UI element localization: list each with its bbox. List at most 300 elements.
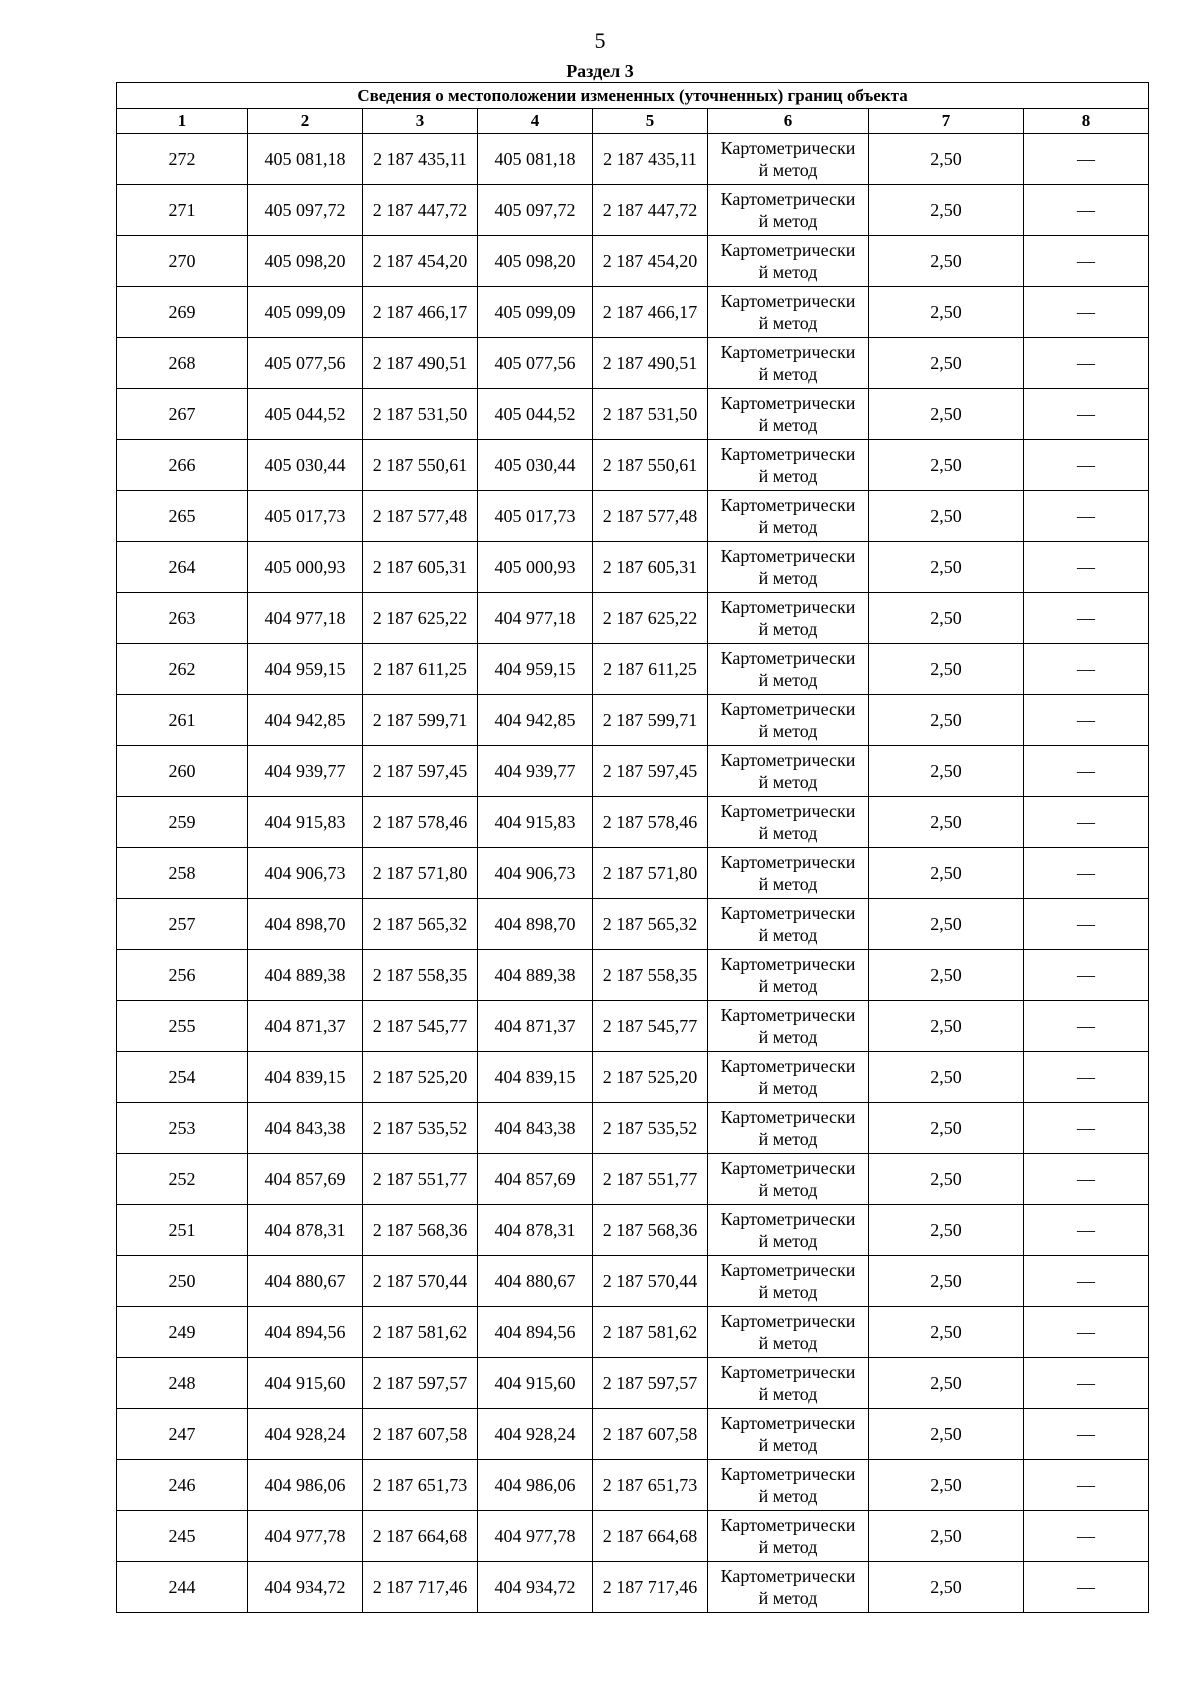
x-coordinate: 404 928,24 xyxy=(248,1409,363,1460)
y-coordinate: 2 187 447,72 xyxy=(363,185,478,236)
note: — xyxy=(1024,644,1149,695)
method-line-2: й метод xyxy=(758,466,818,486)
x-coordinate-new: 404 939,77 xyxy=(478,746,593,797)
note: — xyxy=(1024,1409,1149,1460)
method-cell xyxy=(708,440,869,491)
x-coordinate: 404 880,67 xyxy=(248,1256,363,1307)
accuracy: 2,50 xyxy=(869,389,1024,440)
y-coordinate-new: 2 187 551,77 xyxy=(593,1154,708,1205)
y-coordinate: 2 187 577,48 xyxy=(363,491,478,542)
x-coordinate: 404 906,73 xyxy=(248,848,363,899)
point-number: 272 xyxy=(117,134,248,185)
method-cell xyxy=(708,287,869,338)
column-number: 4 xyxy=(478,109,593,134)
method-line-1: Картометрически xyxy=(720,750,856,770)
table-row xyxy=(117,134,1149,185)
method-cell xyxy=(708,1103,869,1154)
method-line-2: й метод xyxy=(758,1282,818,1302)
note: — xyxy=(1024,899,1149,950)
column-number: 7 xyxy=(869,109,1024,134)
method-line-1: Картометрически xyxy=(720,1260,856,1280)
method-line-2: й метод xyxy=(758,976,818,996)
x-coordinate-new: 404 915,60 xyxy=(478,1358,593,1409)
method-cell xyxy=(708,593,869,644)
method-line-2: й метод xyxy=(758,415,818,435)
x-coordinate: 405 098,20 xyxy=(248,236,363,287)
method-line-1: Картометрически xyxy=(720,597,856,617)
x-coordinate: 404 889,38 xyxy=(248,950,363,1001)
note: — xyxy=(1024,287,1149,338)
table-row xyxy=(117,644,1149,695)
x-coordinate-new: 404 986,06 xyxy=(478,1460,593,1511)
point-number: 258 xyxy=(117,848,248,899)
y-coordinate-new: 2 187 597,45 xyxy=(593,746,708,797)
y-coordinate-new: 2 187 578,46 xyxy=(593,797,708,848)
y-coordinate-new: 2 187 571,80 xyxy=(593,848,708,899)
y-coordinate-new: 2 187 597,57 xyxy=(593,1358,708,1409)
note: — xyxy=(1024,389,1149,440)
method-line-2: й метод xyxy=(758,313,818,333)
accuracy: 2,50 xyxy=(869,1052,1024,1103)
accuracy: 2,50 xyxy=(869,797,1024,848)
table-row xyxy=(117,899,1149,950)
method-cell xyxy=(708,695,869,746)
x-coordinate: 404 939,77 xyxy=(248,746,363,797)
point-number: 246 xyxy=(117,1460,248,1511)
y-coordinate-new: 2 187 490,51 xyxy=(593,338,708,389)
table-row xyxy=(117,1052,1149,1103)
point-number: 262 xyxy=(117,644,248,695)
table-row xyxy=(117,287,1149,338)
x-coordinate-new: 405 077,56 xyxy=(478,338,593,389)
y-coordinate: 2 187 568,36 xyxy=(363,1205,478,1256)
y-coordinate: 2 187 607,58 xyxy=(363,1409,478,1460)
x-coordinate: 404 959,15 xyxy=(248,644,363,695)
y-coordinate-new: 2 187 570,44 xyxy=(593,1256,708,1307)
point-number: 264 xyxy=(117,542,248,593)
y-coordinate-new: 2 187 454,20 xyxy=(593,236,708,287)
y-coordinate-new: 2 187 466,17 xyxy=(593,287,708,338)
point-number: 267 xyxy=(117,389,248,440)
method-line-1: Картометрически xyxy=(720,1515,856,1535)
section-title: Раздел 3 xyxy=(566,61,634,81)
method-cell xyxy=(708,848,869,899)
method-line-2: й метод xyxy=(758,517,818,537)
x-coordinate: 405 081,18 xyxy=(248,134,363,185)
accuracy: 2,50 xyxy=(869,746,1024,797)
x-coordinate-new: 405 000,93 xyxy=(478,542,593,593)
accuracy: 2,50 xyxy=(869,848,1024,899)
method-line-2: й метод xyxy=(758,874,818,894)
method-line-1: Картометрически xyxy=(720,954,856,974)
accuracy: 2,50 xyxy=(869,440,1024,491)
method-line-1: Картометрически xyxy=(720,495,856,515)
table-row xyxy=(117,593,1149,644)
table-row xyxy=(117,491,1149,542)
accuracy: 2,50 xyxy=(869,1409,1024,1460)
note: — xyxy=(1024,1103,1149,1154)
table-row xyxy=(117,746,1149,797)
page-number: 5 xyxy=(594,28,606,53)
accuracy: 2,50 xyxy=(869,644,1024,695)
point-number: 247 xyxy=(117,1409,248,1460)
method-cell xyxy=(708,491,869,542)
column-number: 1 xyxy=(117,109,248,134)
table-row xyxy=(117,542,1149,593)
method-line-2: й метод xyxy=(758,364,818,384)
y-coordinate: 2 187 550,61 xyxy=(363,440,478,491)
y-coordinate: 2 187 454,20 xyxy=(363,236,478,287)
table-row xyxy=(117,236,1149,287)
y-coordinate-new: 2 187 545,77 xyxy=(593,1001,708,1052)
method-cell xyxy=(708,797,869,848)
x-coordinate: 405 077,56 xyxy=(248,338,363,389)
x-coordinate: 404 986,06 xyxy=(248,1460,363,1511)
x-coordinate-new: 404 880,67 xyxy=(478,1256,593,1307)
method-line-1: Картометрически xyxy=(720,852,856,872)
method-cell xyxy=(708,338,869,389)
x-coordinate-new: 405 030,44 xyxy=(478,440,593,491)
point-number: 269 xyxy=(117,287,248,338)
method-line-2: й метод xyxy=(758,619,818,639)
method-line-2: й метод xyxy=(758,1486,818,1506)
note: — xyxy=(1024,797,1149,848)
point-number: 245 xyxy=(117,1511,248,1562)
accuracy: 2,50 xyxy=(869,1511,1024,1562)
x-coordinate: 404 915,83 xyxy=(248,797,363,848)
point-number: 265 xyxy=(117,491,248,542)
note: — xyxy=(1024,134,1149,185)
accuracy: 2,50 xyxy=(869,1562,1024,1613)
method-line-2: й метод xyxy=(758,925,818,945)
x-coordinate: 404 857,69 xyxy=(248,1154,363,1205)
method-cell xyxy=(708,1256,869,1307)
x-coordinate: 405 097,72 xyxy=(248,185,363,236)
point-number: 255 xyxy=(117,1001,248,1052)
point-number: 250 xyxy=(117,1256,248,1307)
method-cell xyxy=(708,1358,869,1409)
note: — xyxy=(1024,1460,1149,1511)
y-coordinate-new: 2 187 558,35 xyxy=(593,950,708,1001)
method-cell xyxy=(708,746,869,797)
x-coordinate-new: 405 081,18 xyxy=(478,134,593,185)
method-line-1: Картометрически xyxy=(720,1464,856,1484)
y-coordinate-new: 2 187 581,62 xyxy=(593,1307,708,1358)
method-line-2: й метод xyxy=(758,1027,818,1047)
note: — xyxy=(1024,1154,1149,1205)
method-cell xyxy=(708,389,869,440)
note: — xyxy=(1024,1205,1149,1256)
method-cell xyxy=(708,1205,869,1256)
x-coordinate-new: 405 098,20 xyxy=(478,236,593,287)
note: — xyxy=(1024,950,1149,1001)
method-line-1: Картометрически xyxy=(720,240,856,260)
table-row xyxy=(117,1562,1149,1613)
table-row xyxy=(117,1001,1149,1052)
y-coordinate-new: 2 187 664,68 xyxy=(593,1511,708,1562)
y-coordinate: 2 187 535,52 xyxy=(363,1103,478,1154)
column-number: 2 xyxy=(248,109,363,134)
method-line-2: й метод xyxy=(758,1435,818,1455)
accuracy: 2,50 xyxy=(869,1358,1024,1409)
method-line-1: Картометрически xyxy=(720,291,856,311)
method-line-1: Картометрически xyxy=(720,1005,856,1025)
table-body xyxy=(117,134,1149,1613)
x-coordinate-new: 404 928,24 xyxy=(478,1409,593,1460)
table-row xyxy=(117,185,1149,236)
point-number: 260 xyxy=(117,746,248,797)
point-number: 261 xyxy=(117,695,248,746)
accuracy: 2,50 xyxy=(869,236,1024,287)
table-row xyxy=(117,1205,1149,1256)
x-coordinate: 404 977,18 xyxy=(248,593,363,644)
method-line-1: Картометрически xyxy=(720,1209,856,1229)
method-cell xyxy=(708,134,869,185)
y-coordinate: 2 187 581,62 xyxy=(363,1307,478,1358)
x-coordinate-new: 404 894,56 xyxy=(478,1307,593,1358)
method-line-1: Картометрически xyxy=(720,342,856,362)
y-coordinate: 2 187 597,57 xyxy=(363,1358,478,1409)
point-number: 253 xyxy=(117,1103,248,1154)
table-row xyxy=(117,1154,1149,1205)
method-cell xyxy=(708,950,869,1001)
x-coordinate: 405 017,73 xyxy=(248,491,363,542)
note: — xyxy=(1024,338,1149,389)
note: — xyxy=(1024,185,1149,236)
y-coordinate: 2 187 570,44 xyxy=(363,1256,478,1307)
note: — xyxy=(1024,236,1149,287)
y-coordinate-new: 2 187 568,36 xyxy=(593,1205,708,1256)
note: — xyxy=(1024,1052,1149,1103)
x-coordinate-new: 404 839,15 xyxy=(478,1052,593,1103)
method-line-2: й метод xyxy=(758,568,818,588)
point-number: 266 xyxy=(117,440,248,491)
table-row xyxy=(117,1358,1149,1409)
x-coordinate-new: 405 097,72 xyxy=(478,185,593,236)
y-coordinate-new: 2 187 435,11 xyxy=(593,134,708,185)
method-line-1: Картометрически xyxy=(720,801,856,821)
note: — xyxy=(1024,848,1149,899)
method-line-2: й метод xyxy=(758,1384,818,1404)
x-coordinate-new: 404 915,83 xyxy=(478,797,593,848)
method-cell xyxy=(708,185,869,236)
note: — xyxy=(1024,1256,1149,1307)
x-coordinate: 404 898,70 xyxy=(248,899,363,950)
x-coordinate-new: 404 977,78 xyxy=(478,1511,593,1562)
y-coordinate: 2 187 597,45 xyxy=(363,746,478,797)
accuracy: 2,50 xyxy=(869,1460,1024,1511)
table-row xyxy=(117,1103,1149,1154)
accuracy: 2,50 xyxy=(869,287,1024,338)
method-line-1: Картометрически xyxy=(720,546,856,566)
y-coordinate-new: 2 187 565,32 xyxy=(593,899,708,950)
y-coordinate: 2 187 558,35 xyxy=(363,950,478,1001)
y-coordinate: 2 187 611,25 xyxy=(363,644,478,695)
table-row xyxy=(117,1409,1149,1460)
table-row xyxy=(117,440,1149,491)
x-coordinate-new: 404 857,69 xyxy=(478,1154,593,1205)
method-line-1: Картометрически xyxy=(720,1107,856,1127)
note: — xyxy=(1024,1001,1149,1052)
method-line-2: й метод xyxy=(758,772,818,792)
y-coordinate: 2 187 565,32 xyxy=(363,899,478,950)
method-line-1: Картометрически xyxy=(720,1158,856,1178)
table-row xyxy=(117,695,1149,746)
x-coordinate-new: 404 906,73 xyxy=(478,848,593,899)
method-line-2: й метод xyxy=(758,823,818,843)
y-coordinate-new: 2 187 611,25 xyxy=(593,644,708,695)
x-coordinate-new: 404 898,70 xyxy=(478,899,593,950)
y-coordinate-new: 2 187 651,73 xyxy=(593,1460,708,1511)
note: — xyxy=(1024,1358,1149,1409)
method-cell xyxy=(708,1052,869,1103)
table-row xyxy=(117,1256,1149,1307)
accuracy: 2,50 xyxy=(869,491,1024,542)
table-row xyxy=(117,1511,1149,1562)
y-coordinate: 2 187 578,46 xyxy=(363,797,478,848)
note: — xyxy=(1024,1511,1149,1562)
x-coordinate-new: 404 977,18 xyxy=(478,593,593,644)
method-cell xyxy=(708,1154,869,1205)
y-coordinate: 2 187 531,50 xyxy=(363,389,478,440)
y-coordinate: 2 187 651,73 xyxy=(363,1460,478,1511)
method-cell xyxy=(708,1460,869,1511)
accuracy: 2,50 xyxy=(869,1103,1024,1154)
point-number: 263 xyxy=(117,593,248,644)
table-row xyxy=(117,848,1149,899)
method-line-2: й метод xyxy=(758,721,818,741)
note: — xyxy=(1024,491,1149,542)
accuracy: 2,50 xyxy=(869,185,1024,236)
method-line-1: Картометрически xyxy=(720,903,856,923)
method-line-1: Картометрически xyxy=(720,1056,856,1076)
accuracy: 2,50 xyxy=(869,1001,1024,1052)
accuracy: 2,50 xyxy=(869,1205,1024,1256)
table-title: Сведения о местоположении измененных (уточненных) границ объекта xyxy=(117,83,1149,109)
y-coordinate: 2 187 599,71 xyxy=(363,695,478,746)
point-number: 256 xyxy=(117,950,248,1001)
method-cell xyxy=(708,1409,869,1460)
y-coordinate: 2 187 525,20 xyxy=(363,1052,478,1103)
x-coordinate: 405 099,09 xyxy=(248,287,363,338)
column-number-row xyxy=(117,109,1149,134)
y-coordinate-new: 2 187 717,46 xyxy=(593,1562,708,1613)
column-number: 3 xyxy=(363,109,478,134)
y-coordinate: 2 187 545,77 xyxy=(363,1001,478,1052)
x-coordinate: 405 030,44 xyxy=(248,440,363,491)
y-coordinate-new: 2 187 535,52 xyxy=(593,1103,708,1154)
method-line-2: й метод xyxy=(758,1537,818,1557)
method-line-2: й метод xyxy=(758,211,818,231)
y-coordinate: 2 187 571,80 xyxy=(363,848,478,899)
y-coordinate-new: 2 187 625,22 xyxy=(593,593,708,644)
method-line-2: й метод xyxy=(758,670,818,690)
method-cell xyxy=(708,1307,869,1358)
y-coordinate-new: 2 187 605,31 xyxy=(593,542,708,593)
y-coordinate: 2 187 490,51 xyxy=(363,338,478,389)
point-number: 249 xyxy=(117,1307,248,1358)
method-line-1: Картометрически xyxy=(720,1362,856,1382)
accuracy: 2,50 xyxy=(869,1154,1024,1205)
point-number: 271 xyxy=(117,185,248,236)
method-cell xyxy=(708,1001,869,1052)
method-cell xyxy=(708,236,869,287)
x-coordinate-new: 405 099,09 xyxy=(478,287,593,338)
method-line-2: й метод xyxy=(758,1129,818,1149)
method-line-2: й метод xyxy=(758,160,818,180)
accuracy: 2,50 xyxy=(869,1307,1024,1358)
x-coordinate-new: 404 934,72 xyxy=(478,1562,593,1613)
method-line-2: й метод xyxy=(758,1333,818,1353)
x-coordinate: 404 871,37 xyxy=(248,1001,363,1052)
note: — xyxy=(1024,593,1149,644)
y-coordinate-new: 2 187 531,50 xyxy=(593,389,708,440)
method-line-1: Картометрически xyxy=(720,1413,856,1433)
method-line-2: й метод xyxy=(758,1231,818,1251)
table-row xyxy=(117,797,1149,848)
method-line-1: Картометрически xyxy=(720,1311,856,1331)
point-number: 257 xyxy=(117,899,248,950)
accuracy: 2,50 xyxy=(869,695,1024,746)
method-line-1: Картометрически xyxy=(720,138,856,158)
note: — xyxy=(1024,542,1149,593)
y-coordinate-new: 2 187 525,20 xyxy=(593,1052,708,1103)
x-coordinate: 404 894,56 xyxy=(248,1307,363,1358)
method-line-2: й метод xyxy=(758,1078,818,1098)
accuracy: 2,50 xyxy=(869,338,1024,389)
x-coordinate-new: 404 889,38 xyxy=(478,950,593,1001)
x-coordinate-new: 404 871,37 xyxy=(478,1001,593,1052)
accuracy: 2,50 xyxy=(869,593,1024,644)
accuracy: 2,50 xyxy=(869,899,1024,950)
method-line-1: Картометрически xyxy=(720,648,856,668)
x-coordinate: 405 000,93 xyxy=(248,542,363,593)
note: — xyxy=(1024,440,1149,491)
y-coordinate-new: 2 187 447,72 xyxy=(593,185,708,236)
y-coordinate: 2 187 435,11 xyxy=(363,134,478,185)
method-line-1: Картометрически xyxy=(720,393,856,413)
x-coordinate: 405 044,52 xyxy=(248,389,363,440)
x-coordinate: 404 915,60 xyxy=(248,1358,363,1409)
method-line-1: Картометрически xyxy=(720,1566,856,1586)
note: — xyxy=(1024,746,1149,797)
point-number: 254 xyxy=(117,1052,248,1103)
method-line-1: Картометрически xyxy=(720,699,856,719)
x-coordinate: 404 839,15 xyxy=(248,1052,363,1103)
method-cell xyxy=(708,644,869,695)
accuracy: 2,50 xyxy=(869,1256,1024,1307)
point-number: 248 xyxy=(117,1358,248,1409)
accuracy: 2,50 xyxy=(869,134,1024,185)
y-coordinate-new: 2 187 607,58 xyxy=(593,1409,708,1460)
y-coordinate: 2 187 625,22 xyxy=(363,593,478,644)
accuracy: 2,50 xyxy=(869,950,1024,1001)
method-line-1: Картометрически xyxy=(720,189,856,209)
method-line-1: Картометрически xyxy=(720,444,856,464)
y-coordinate-new: 2 187 599,71 xyxy=(593,695,708,746)
x-coordinate-new: 404 942,85 xyxy=(478,695,593,746)
x-coordinate: 404 977,78 xyxy=(248,1511,363,1562)
y-coordinate-new: 2 187 577,48 xyxy=(593,491,708,542)
x-coordinate-new: 404 843,38 xyxy=(478,1103,593,1154)
x-coordinate: 404 843,38 xyxy=(248,1103,363,1154)
point-number: 251 xyxy=(117,1205,248,1256)
point-number: 252 xyxy=(117,1154,248,1205)
method-line-2: й метод xyxy=(758,1180,818,1200)
method-cell xyxy=(708,542,869,593)
x-coordinate: 404 878,31 xyxy=(248,1205,363,1256)
y-coordinate: 2 187 551,77 xyxy=(363,1154,478,1205)
